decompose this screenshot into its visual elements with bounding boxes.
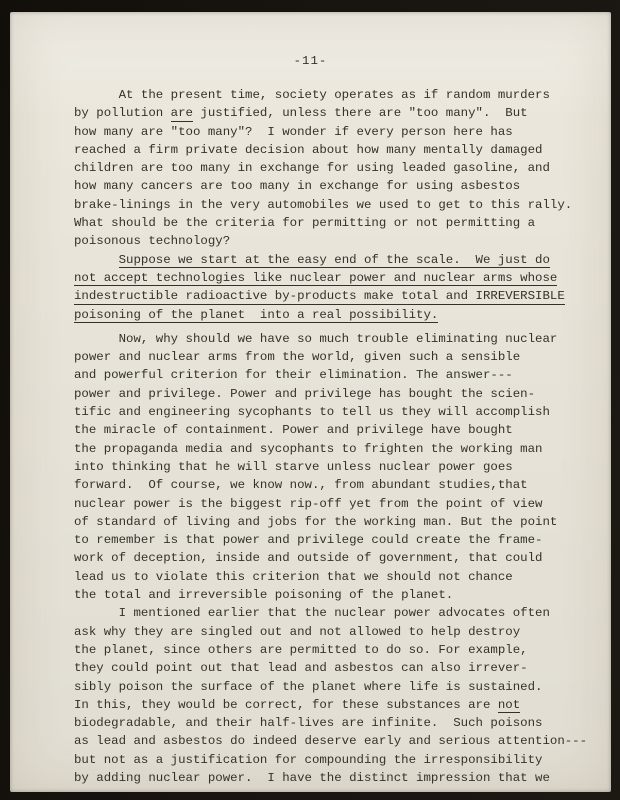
text-segment: the miracle of containment. Power and privilege have bought [74,423,513,438]
document-line [74,714,593,732]
text-segment: by adding nuclear power. I have the distinct impression that we [74,770,550,785]
text-segment: power and nuclear arms from the world, given such a sensible [74,350,521,365]
text-segment: they could point out that lead and asbestos can also irrever- [74,661,528,676]
document-line [74,696,593,714]
text-segment: poisonous technology? [74,234,231,249]
text-segment: forward. Of course, we know now., from abundant studies,that [74,478,528,493]
text-segment: how many are "too many"? I wonder if every person here has [74,124,513,139]
document-line [74,385,593,403]
document-line [74,366,593,384]
text-segment: the total and irreversible poisoning of the planet. [74,588,454,603]
document-line [74,476,593,494]
text-segment: biodegradable, and their half-lives are infinite. Such poisons [74,716,543,731]
text-segment: as lead and asbestos do indeed deserve early and serious attention--- [74,734,588,749]
document-line [74,159,593,177]
text-segment: and powerful criterion for their elimination. The answer--- [74,368,513,383]
text-segment: Now, why should we have so much trouble eliminating nuclear [74,331,558,346]
document-line [74,769,593,787]
document-line [74,104,593,122]
document-line [74,306,593,324]
document-line [74,440,593,458]
document-line [74,421,593,439]
text-segment: At the present time, society operates as if random murders [74,88,550,102]
text-segment: work of deception, inside and outside of government, that could [74,551,543,566]
document-line [74,141,593,159]
text-segment: power and privilege. Power and privilege has bought the scien- [74,386,536,401]
text-segment: ask why they are singled out and not allowed to help destroy [74,624,521,639]
document-line [74,659,593,677]
document-line [74,251,593,269]
document-page [10,12,611,792]
text-segment: of standard of living and jobs for the working man. But the point [74,514,558,529]
document-line [74,214,593,232]
text-segment: how many cancers are too many in exchange for using asbestos [74,179,521,194]
text-segment: by pollution [74,106,171,121]
text-segment: reached a firm private decision about how many mentally damaged [74,142,543,157]
document-line [74,348,593,366]
document-line [74,513,593,531]
document-line [74,623,593,641]
text-segment: nuclear power is the biggest rip-off yet from the point of view [74,496,543,511]
underlined-text: are [170,106,193,121]
document-line [74,287,593,305]
document-line [74,458,593,476]
underlined-text: indestructible radioactive by-products make total and IRREVERSIBLE [74,289,565,304]
document-line [74,641,593,659]
text-segment: I mentioned earlier that the nuclear power advocates often [74,606,550,621]
document-line [74,403,593,421]
document-line [74,330,593,348]
text-segment: to remember is that power and privilege could create the frame- [74,533,543,548]
text-segment: In this, they would be correct, for these substances are [74,697,498,712]
document-line [74,678,593,696]
text-segment: justified, unless there are "too many". But [192,106,528,121]
document-line [74,123,593,141]
text-segment: the propaganda media and sycophants to frighten the working man [74,441,543,456]
text-segment: children are too many in exchange for using leaded gasoline, and [74,161,550,176]
text-segment: the planet, since others are permitted to do so. For example, [74,642,528,657]
text-segment: into thinking that he will starve unless nuclear power goes [74,459,513,474]
document-text [74,86,593,787]
text-segment: lead us to violate this criterion that we should not chance [74,569,513,584]
underlined-text: not accept technologies like nuclear power and nuclear arms whose [74,270,558,285]
document-line [74,549,593,567]
document-line [74,495,593,513]
document-line [74,269,593,287]
underlined-text: Suppose we start at the easy end of the scale. We just do [118,252,550,267]
text-segment [74,253,119,267]
document-line [74,86,593,104]
text-segment: sibly poison the surface of the planet where life is sustained. [74,679,543,694]
document-line [74,531,593,549]
document-line [74,196,593,214]
page-number: -11- [293,54,328,68]
text-segment: brake-linings in the very automobiles we used to get to this rally. [74,197,573,212]
text-segment: but not as a justification for compounding the irresponsibility [74,752,543,767]
underlined-text: poisoning of the planet into a real possibility. [74,307,439,322]
text-segment: tific and engineering sycophants to tell us they will accomplish [74,405,550,420]
underlined-text: not [497,697,521,712]
document-line [74,732,593,750]
document-line [74,232,593,250]
document-line [74,751,593,769]
document-line [74,177,593,195]
document-line [74,568,593,586]
document-line [74,604,593,622]
text-segment: What should be the criteria for permitting or not permitting a [74,216,536,231]
document-line [74,586,593,604]
